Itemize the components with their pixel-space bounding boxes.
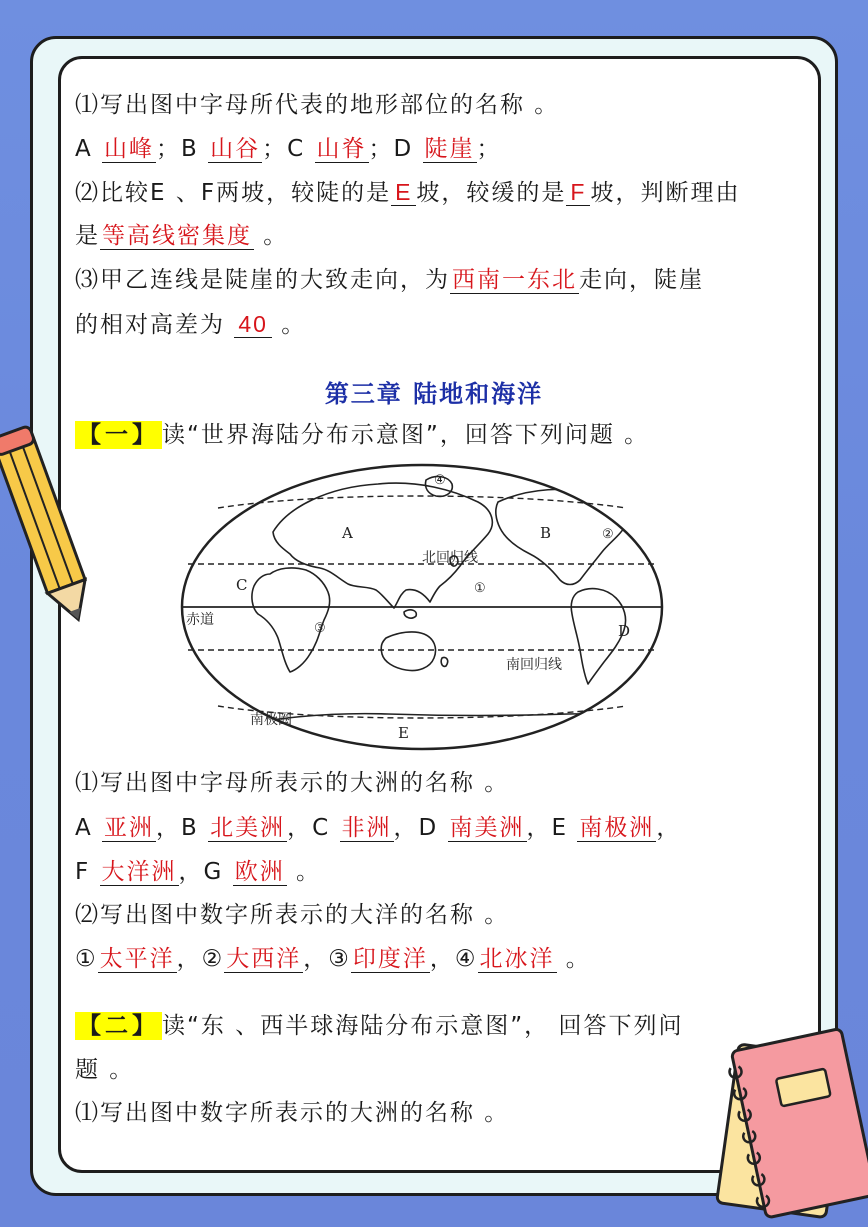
q2-text-3: 坡，判断理由 xyxy=(590,180,741,206)
section2-question-1 xyxy=(75,1098,509,1128)
q3-height-prefix: 的相对高差为 xyxy=(75,312,235,338)
answer-height: 40 xyxy=(234,311,272,338)
answer-pacific: 太平洋 xyxy=(99,946,175,972)
answer-steep-slope: E xyxy=(391,179,416,206)
map-label-antarctic-circle: 南极圈 xyxy=(250,712,292,728)
world-map xyxy=(178,462,666,752)
punct: 。 xyxy=(271,312,307,338)
label-c: ；C xyxy=(262,136,315,162)
label-c: ，C xyxy=(287,815,340,841)
map-label-ocean-1: ① xyxy=(474,581,486,596)
answer-a: 山峰 xyxy=(104,136,155,162)
q3-text-2: 走向，陡崖 xyxy=(579,267,704,293)
section2-title: 读“东 、西半球海陆分布示意图”， 回答下列问 xyxy=(162,1013,684,1039)
q3-text-1: ⑶甲乙连线是陡崖的大致走向，为 xyxy=(75,267,450,293)
q2-text-1: ⑵比较E 、F两坡，较陡的是 xyxy=(75,180,392,206)
topo-question-2-reason xyxy=(75,221,288,251)
label-d: ，D xyxy=(393,815,448,841)
punct: ； xyxy=(476,136,502,162)
map-label-a: A xyxy=(342,524,353,542)
question-text: ⑵写出图中数字所表示的大洋的名称 。 xyxy=(75,902,510,928)
section2-heading-cont xyxy=(75,1055,134,1085)
label-a: A xyxy=(75,136,103,162)
section2-heading xyxy=(75,1011,683,1041)
map-label-d: D xyxy=(618,622,631,640)
answer-antarctica: 南极洲 xyxy=(579,815,655,841)
question-text: ⑴写出图中字母所代表的地形部位的名称 。 xyxy=(75,92,560,118)
answer-europe: 欧洲 xyxy=(234,859,285,885)
punct: ， xyxy=(656,815,682,841)
map-label-b: B xyxy=(540,524,552,542)
chapter-title: 第三章 陆地和海洋 xyxy=(324,380,544,408)
answer-oceania: 大洋洲 xyxy=(101,859,177,885)
map-label-tropic-cancer: 北回归线 xyxy=(422,550,478,566)
section2-tag: 【二】 xyxy=(75,1012,162,1040)
topo-question-2 xyxy=(75,177,740,208)
punct: 。 xyxy=(286,859,321,885)
answer-reason: 等高线密集度 xyxy=(102,223,252,249)
answer-c: 山脊 xyxy=(316,136,367,162)
answer-d: 陡崖 xyxy=(424,136,475,162)
answer-north-america: 北美洲 xyxy=(210,815,286,841)
map-label-c: C xyxy=(236,576,248,594)
label-2: ，② xyxy=(176,946,225,972)
topo-question-3 xyxy=(75,265,704,295)
label-b: ，B xyxy=(156,815,209,841)
label-e: ，E xyxy=(526,815,578,841)
continent-question xyxy=(75,768,509,798)
punct: 。 xyxy=(556,946,591,972)
continent-answers-2 xyxy=(75,857,321,887)
pencil-icon xyxy=(0,420,90,630)
label-f: F xyxy=(75,859,100,885)
ocean-answers xyxy=(75,944,591,974)
map-label-e: E xyxy=(398,724,409,742)
q2-text-2: 坡，较缓的是 xyxy=(416,180,567,206)
map-label-tropic-capricorn: 南回归线 xyxy=(506,657,562,673)
map-label-equator: 赤道 xyxy=(186,612,214,628)
question-text: ⑴写出图中字母所表示的大洲的名称 。 xyxy=(75,770,510,796)
answer-atlantic: 大西洋 xyxy=(226,946,302,972)
answer-africa: 非洲 xyxy=(341,815,392,841)
question-text: ⑴写出图中数字所表示的大洲的名称 。 xyxy=(75,1100,510,1126)
punct: 。 xyxy=(254,223,289,249)
label-1: ① xyxy=(75,946,98,972)
answer-asia: 亚洲 xyxy=(104,815,155,841)
section2-title-cont: 题 。 xyxy=(75,1057,135,1083)
topo-question-1 xyxy=(75,90,559,120)
map-label-ocean-3: ③ xyxy=(314,621,326,636)
label-4: ，④ xyxy=(429,946,478,972)
q2-reason-prefix: 是 xyxy=(75,223,100,249)
label-g: ，G xyxy=(178,859,233,885)
map-label-ocean-2: ② xyxy=(602,527,614,542)
answer-south-america: 南美洲 xyxy=(449,815,525,841)
section1-title: 读“世界海陆分布示意图”，回答下列问题 。 xyxy=(162,422,650,448)
section1-tag: 【一】 xyxy=(75,421,162,449)
section1-heading xyxy=(75,420,649,450)
answer-gentle-slope: F xyxy=(566,179,590,206)
label-3: ，③ xyxy=(303,946,351,972)
notebooks-icon xyxy=(700,1025,868,1227)
topo-answer-abcd xyxy=(75,134,502,164)
label-d: ；D xyxy=(368,136,423,162)
ocean-question xyxy=(75,900,509,930)
label-b: ；B xyxy=(156,136,209,162)
topo-question-3-height xyxy=(75,309,306,340)
answer-b: 山谷 xyxy=(210,136,261,162)
answer-indian: 印度洋 xyxy=(352,946,428,972)
label-a: A xyxy=(75,815,103,841)
map-label-ocean-4: ④ xyxy=(434,473,446,488)
answer-arctic: 北冰洋 xyxy=(479,946,555,972)
continent-answers-1 xyxy=(75,813,681,843)
answer-direction: 西南一东北 xyxy=(452,267,577,293)
